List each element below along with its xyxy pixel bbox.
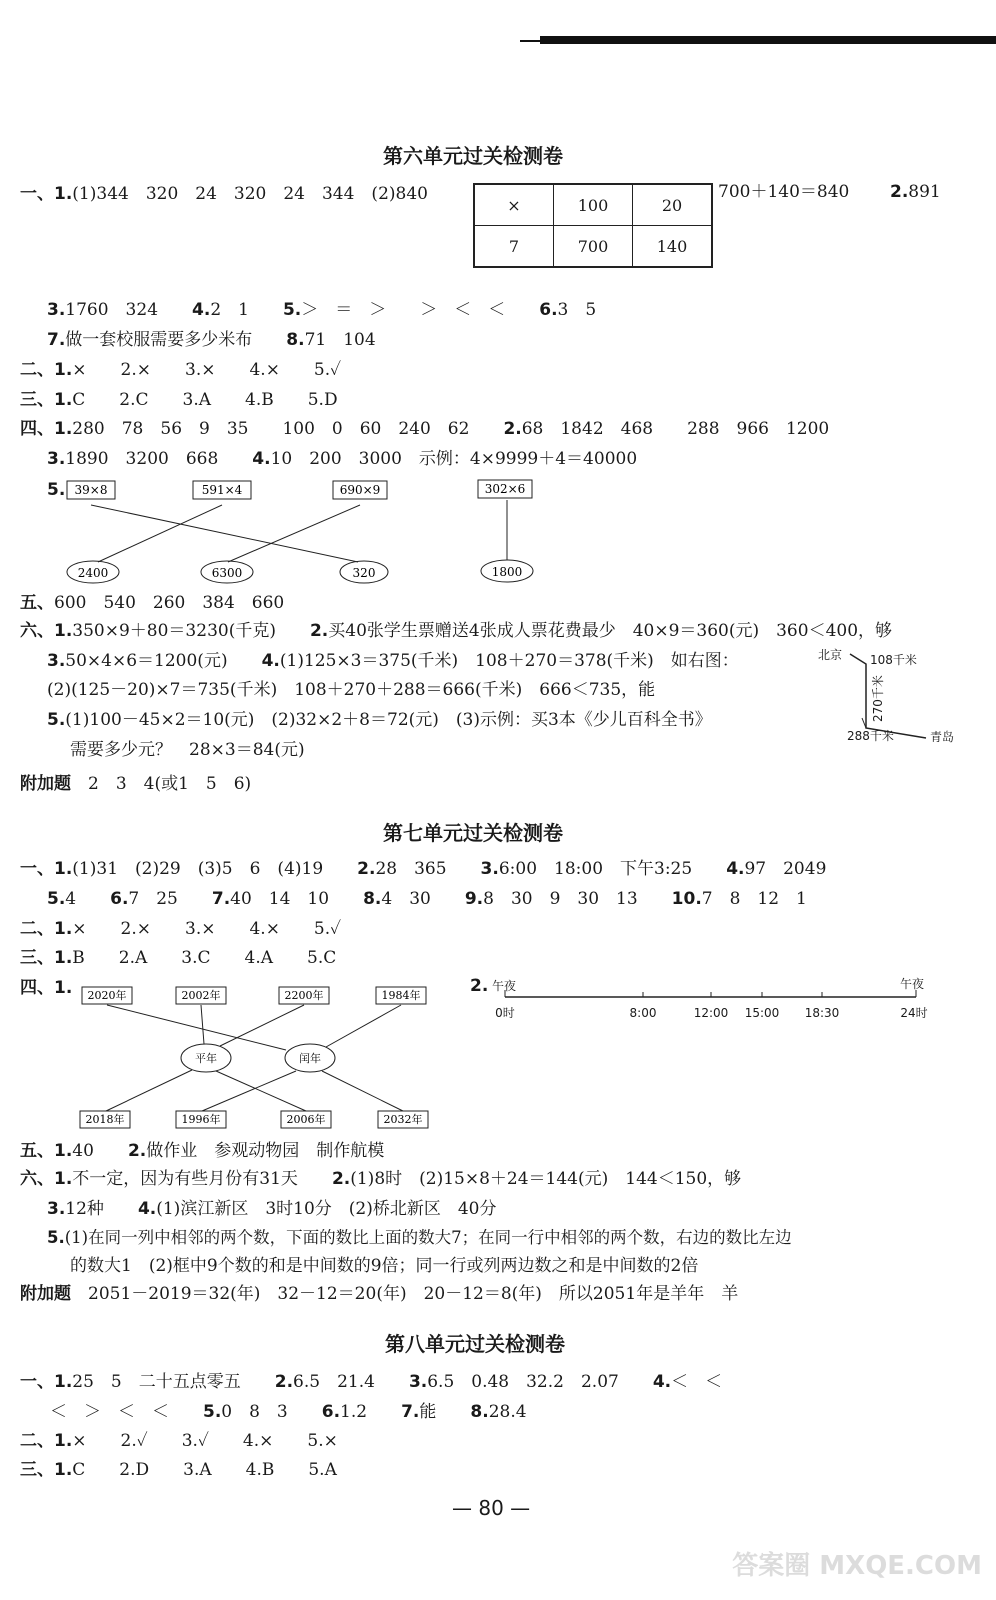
match-top-item: 39×8	[74, 483, 108, 497]
timeline-tick: 18:30	[804, 1006, 840, 1020]
match-bottom-item: 320	[352, 566, 376, 580]
match-top-item: 591×4	[201, 483, 243, 497]
table-cell: 100	[554, 184, 633, 226]
year-top: 2200年	[284, 989, 324, 1002]
table-cell: 140	[633, 226, 713, 268]
u7-section6-line4: 的数大1 (2)框中9个数的和是中间数的9倍；同一行或列两边数之和是中间数的2倍	[70, 1256, 699, 1276]
table-cell: 20	[633, 184, 713, 226]
match-top-item: 302×6	[484, 482, 526, 496]
u7-section5: 五、1.40 2.做作业 参观动物园 制作航模	[20, 1141, 385, 1161]
map-dist1: 108千米	[870, 653, 917, 667]
watermark: 答案圈 MXQE.COM	[732, 1551, 982, 1581]
timeline-tick: 24时	[900, 1006, 928, 1020]
timeline-tick: 8:00	[629, 1006, 657, 1020]
year-bottom: 2032年	[383, 1113, 423, 1126]
u6-section6-line3: (2)(125－20)×7＝735(千米) 108＋270＋288＝666(千米) 666＜735，能	[47, 680, 656, 700]
year-top: 2002年	[181, 989, 221, 1002]
map-beijing: 北京	[818, 648, 843, 662]
u6-section4-line2: 3.1890 3200 668 4.10 200 3000 示例：4×9999＋4＝40000	[47, 449, 638, 469]
year-mid: 闰年	[299, 1052, 321, 1065]
u8-line1: 一、1.25 5 二十五点零五 2.6.5 21.4 3.6.5 0.48 32.2 2.07 4.＜ ＜	[20, 1372, 723, 1392]
u7-section6-line2: 3.12种 4.(1)滨江新区 3时10分 (2)桥北新区 40分	[47, 1199, 497, 1219]
u8-section2: 二、1.× 2.✓ 3.✓ 4.× 5.×	[20, 1431, 338, 1451]
u6-section5: 五、600 540 260 384 660	[20, 593, 285, 613]
unit6-title: 第六单元过关检测卷	[383, 144, 563, 168]
u7-section3: 三、1.B 2.A 3.C 4.A 5.C	[20, 948, 337, 968]
match-top-item: 690×9	[339, 483, 381, 497]
timeline-right-label: 午夜	[900, 977, 925, 991]
table-cell: 7	[474, 226, 554, 268]
u6-extra: 附加题 2 3 4(或1 5 6)	[20, 774, 252, 794]
match-bottom-item: 1800	[491, 565, 523, 579]
match-bottom-item: 6300	[211, 566, 243, 580]
timeline-tick: 12:00	[693, 1006, 729, 1020]
u6-l1-q2: 2.891	[890, 182, 941, 202]
unit7-title: 第七单元过关检测卷	[383, 821, 563, 845]
year-top: 1984年	[381, 989, 421, 1002]
timeline-tick: 0时	[495, 1006, 515, 1020]
u6-line1: 一、1.(1)344 320 24 320 24 344 (2)840	[20, 184, 428, 204]
u6-l1-eq: 700＋140＝840	[718, 182, 850, 202]
year-bottom: 1996年	[181, 1113, 221, 1126]
u6-section6-line5: 需要多少元？ 28×3＝84(元)	[70, 740, 305, 760]
u6-q5-label: 5.	[47, 480, 66, 500]
u6-line2: 3.1760 324 4.2 1 5.＞ ＝ ＞ ＞ ＜ ＜ 6.3 5	[47, 300, 597, 320]
year-top: 2020年	[87, 989, 127, 1002]
timeline-tick: 15:00	[744, 1006, 780, 1020]
u6-section6-line4: 5.(1)100－45×2＝10(元) (2)32×2＋8＝72(元) (3)示例：买3本《少儿百科全书》	[47, 710, 712, 730]
map-dist3: 288千米	[847, 729, 894, 743]
table-cell: 700	[554, 226, 633, 268]
map-dist2: 270千米	[871, 675, 885, 722]
u8-line2: ＜ ＞ ＜ ＜ 5.0 8 3 6.1.2 7.能 8.28.4	[50, 1402, 527, 1422]
u6-section2: 二、1.× 2.× 3.× 4.× 5.✓	[20, 360, 342, 380]
page-number: — 80 —	[452, 1496, 531, 1520]
unit8-title: 第八单元过关检测卷	[385, 1332, 565, 1356]
year-bottom: 2018年	[85, 1113, 125, 1126]
u7-extra: 附加题 2051－2019＝32(年) 32－12＝20(年) 20－12＝8(年) 所以2051年是羊年 羊	[20, 1284, 739, 1304]
u7-section4-label: 四、1.	[20, 978, 73, 998]
u6-section4: 四、1.280 78 56 9 35 100 0 60 240 62 2.68 1842 468 288 966 1200	[20, 419, 830, 439]
u7-timeline-label: 2.	[470, 976, 489, 996]
u7-section6: 六、1.不一定，因为有些月份有31天 2.(1)8时 (2)15×8＋24＝144(元) 144＜150，够	[20, 1169, 742, 1189]
map-qingdao: 青岛	[930, 730, 955, 744]
timeline-left-label: 午夜	[492, 979, 517, 993]
u7-line1: 一、1.(1)31 (2)29 (3)5 6 (4)19 2.28 365 3.6:00 18:00 下午3:25 4.97 2049	[20, 859, 827, 879]
u6-line3: 7.做一套校服需要多少米布 8.71 104	[47, 330, 376, 350]
u6-section6-line2: 3.50×4×6＝1200(元) 4.(1)125×3＝375(千米) 108＋270＝378(千米) 如右图：	[47, 651, 739, 671]
match-bottom-item: 2400	[77, 566, 109, 580]
year-bottom: 2006年	[286, 1113, 326, 1126]
u7-section6-line3: 5.(1)在同一列中相邻的两个数，下面的数比上面的数大7；在同一行中相邻的两个数，右边的数比左边	[47, 1228, 792, 1247]
u8-section3: 三、1.C 2.D 3.A 4.B 5.A	[20, 1460, 337, 1480]
u6-section3: 三、1.C 2.C 3.A 4.B 5.D	[20, 390, 338, 410]
year-mid: 平年	[195, 1052, 217, 1065]
u6-section6: 六、1.350×9＋80＝3230(千克) 2.买40张学生票赠送4张成人票花费最少 40×9＝360(元) 360＜400，够	[20, 621, 893, 641]
u7-section2: 二、1.× 2.× 3.× 4.× 5.✓	[20, 919, 342, 939]
u7-line2: 5.4 6.7 25 7.40 14 10 8.4 30 9.8 30 9 30 13 10.7 8 12 1	[47, 889, 807, 909]
table-cell: ×	[474, 184, 554, 226]
